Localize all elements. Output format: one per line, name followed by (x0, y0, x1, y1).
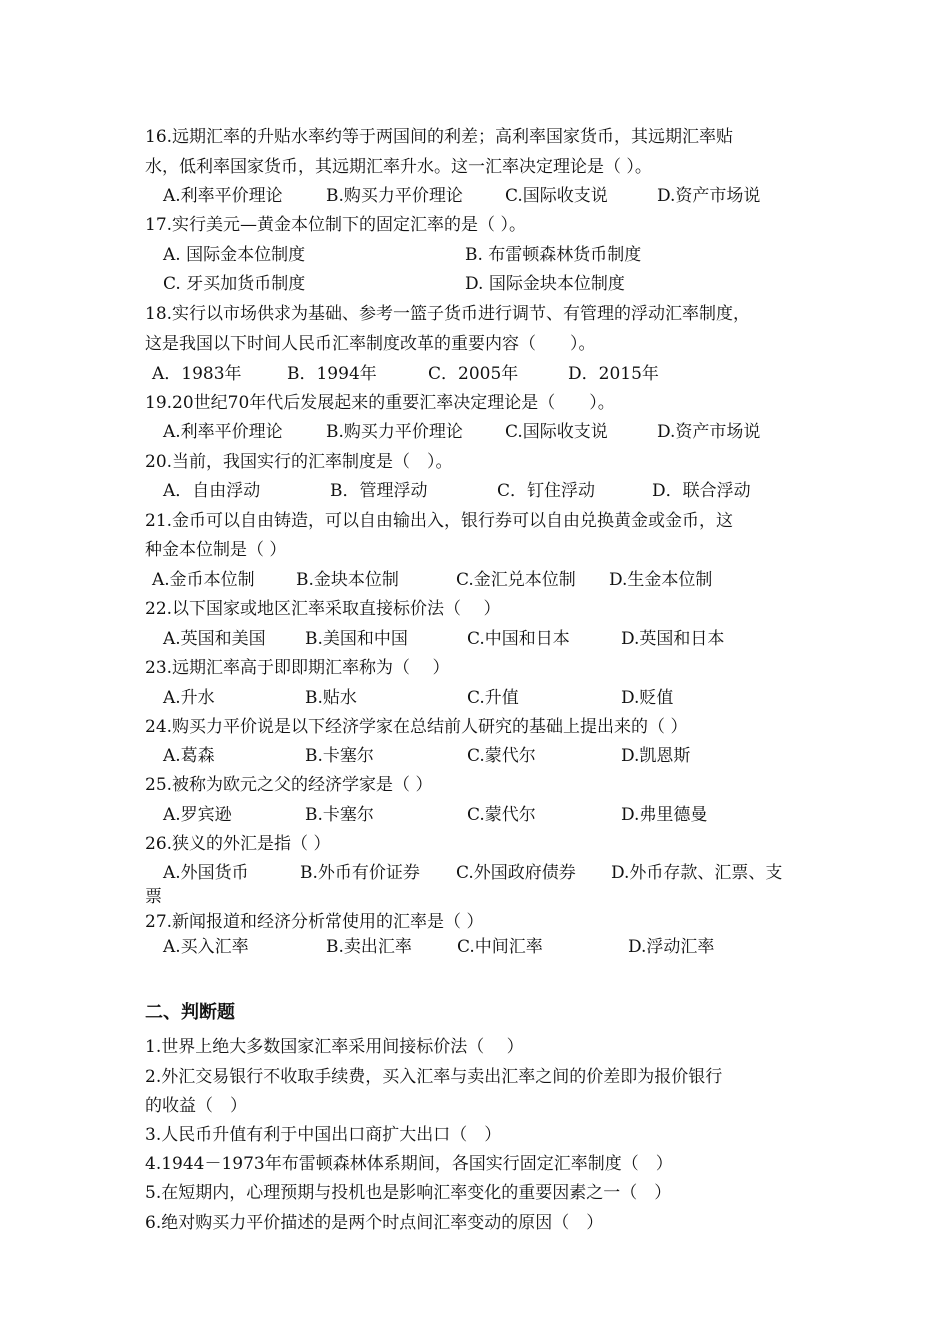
q22-option-a: A.英国和美国 (163, 629, 266, 649)
q26-option-a: A.外国货币 (163, 863, 249, 883)
q19-option-c: C.国际收支说 (505, 422, 608, 442)
q17-option-b: B. 布雷顿森林货币制度 (465, 245, 642, 265)
q20-option-b: B．管理浮动 (330, 481, 428, 501)
q20-text: 20.当前，我国实行的汇率制度是（ ）。 (145, 452, 453, 472)
q18-option-c: C．2005年 (428, 364, 519, 384)
q16-option-d: D.资产市场说 (657, 186, 761, 206)
q21-option-d: D.生金本位制 (609, 570, 713, 590)
q25-text: 25.被称为欧元之父的经济学家是（ ） (145, 775, 433, 795)
q25-option-a: A.罗宾逊 (163, 805, 232, 825)
q23-option-d: D.贬值 (621, 688, 674, 708)
q23-option-a: A.升水 (163, 688, 215, 708)
q22-text: 22.以下国家或地区汇率采取直接标价法（ ） (145, 599, 501, 619)
q26-option-d-wrap: 票 (145, 887, 162, 907)
q16-option-b: B.购买力平价理论 (326, 186, 463, 206)
q24-option-d: D.凯恩斯 (621, 746, 691, 766)
q26-text: 26.狭义的外汇是指（ ） (145, 834, 331, 854)
tf-item-2-line1: 2.外汇交易银行不收取手续费，买入汇率与卖出汇率之间的价差即为报价银行 (145, 1067, 723, 1087)
q17-text: 17.实行美元—黄金本位制下的固定汇率的是（ ）。 (145, 215, 526, 235)
q20-option-a: A．自由浮动 (163, 481, 261, 501)
q21-option-c: C.金汇兑本位制 (456, 570, 576, 590)
q17-option-a: A. 国际金本位制度 (163, 245, 306, 265)
q18-option-a: A．1983年 (152, 364, 242, 384)
q20-option-c: C．钉住浮动 (497, 481, 596, 501)
q25-option-d: D.弗里德曼 (621, 805, 708, 825)
q16-option-a: A.利率平价理论 (163, 186, 283, 206)
tf-item-4: 4.1944－1973年布雷顿森林体系期间，各国实行固定汇率制度（ ） (145, 1154, 673, 1174)
tf-item-5: 5.在短期内，心理预期与投机也是影响汇率变化的重要因素之一（ ） (145, 1183, 672, 1203)
q25-option-c: C.蒙代尔 (467, 805, 536, 825)
q21-option-a: A.金币本位制 (152, 570, 255, 590)
q27-option-c: C.中间汇率 (457, 937, 543, 957)
q26-option-c: C.外国政府债券 (456, 863, 576, 883)
q24-option-b: B.卡塞尔 (305, 746, 374, 766)
section-heading-true-false: 二、判断题 (145, 1002, 235, 1023)
q18-text-line1: 18.实行以市场供求为基础、参考一篮子货币进行调节、有管理的浮动汇率制度， (145, 304, 751, 324)
q24-option-a: A.葛森 (163, 746, 215, 766)
q22-option-b: B.美国和中国 (305, 629, 408, 649)
tf-item-2-line2: 的收益（ ） (145, 1096, 247, 1116)
q19-option-d: D.资产市场说 (657, 422, 761, 442)
q26-option-b: B.外币有价证券 (300, 863, 420, 883)
q21-text-line1: 21.金币可以自由铸造，可以自由输出入，银行券可以自由兑换黄金或金币，这 (145, 511, 734, 531)
q16-text-line2: 水，低利率国家货币，其远期汇率升水。这一汇率决定理论是（ ）。 (145, 157, 652, 177)
q18-text-line2: 这是我国以下时间人民币汇率制度改革的重要内容（ ）。 (145, 334, 596, 354)
q19-option-a: A.利率平价理论 (163, 422, 283, 442)
q22-option-d: D.英国和日本 (621, 629, 725, 649)
q20-option-d: D．联合浮动 (652, 481, 751, 501)
q17-option-d: D. 国际金块本位制度 (465, 274, 625, 294)
q21-option-b: B.金块本位制 (296, 570, 399, 590)
q16-text-line1: 16.远期汇率的升贴水率约等于两国间的利差；高利率国家货币，其远期汇率贴 (145, 127, 734, 147)
tf-item-6: 6.绝对购买力平价描述的是两个时点间汇率变动的原因（ ） (145, 1213, 604, 1233)
q24-text: 24.购买力平价说是以下经济学家在总结前人研究的基础上提出来的（ ） (145, 717, 688, 737)
q18-option-d: D．2015年 (568, 364, 659, 384)
tf-item-1: 1.世界上绝大多数国家汇率采用间接标价法（ ） (145, 1037, 524, 1057)
q17-option-c: C. 牙买加货币制度 (163, 274, 306, 294)
q23-option-c: C.升值 (467, 688, 519, 708)
q18-option-b: B．1994年 (287, 364, 377, 384)
q23-text: 23.远期汇率高于即即期汇率称为（ ） (145, 658, 450, 678)
q19-text: 19.20世纪70年代后发展起来的重要汇率决定理论是（ ）。 (145, 393, 615, 413)
q22-option-c: C.中国和日本 (467, 629, 570, 649)
q23-option-b: B.贴水 (305, 688, 357, 708)
tf-item-3: 3.人民币升值有利于中国出口商扩大出口（ ） (145, 1125, 502, 1145)
q27-option-b: B.卖出汇率 (326, 937, 412, 957)
q27-text: 27.新闻报道和经济分析常使用的汇率是（ ） (145, 912, 484, 932)
q21-text-line2: 种金本位制是（ ） (145, 540, 287, 560)
q25-option-b: B.卡塞尔 (305, 805, 374, 825)
q26-option-d: D.外币存款、汇票、支 (611, 863, 783, 883)
q19-option-b: B.购买力平价理论 (326, 422, 463, 442)
q16-option-c: C.国际收支说 (505, 186, 608, 206)
q27-option-d: D.浮动汇率 (628, 937, 715, 957)
q27-option-a: A.买入汇率 (163, 937, 249, 957)
q24-option-c: C.蒙代尔 (467, 746, 536, 766)
